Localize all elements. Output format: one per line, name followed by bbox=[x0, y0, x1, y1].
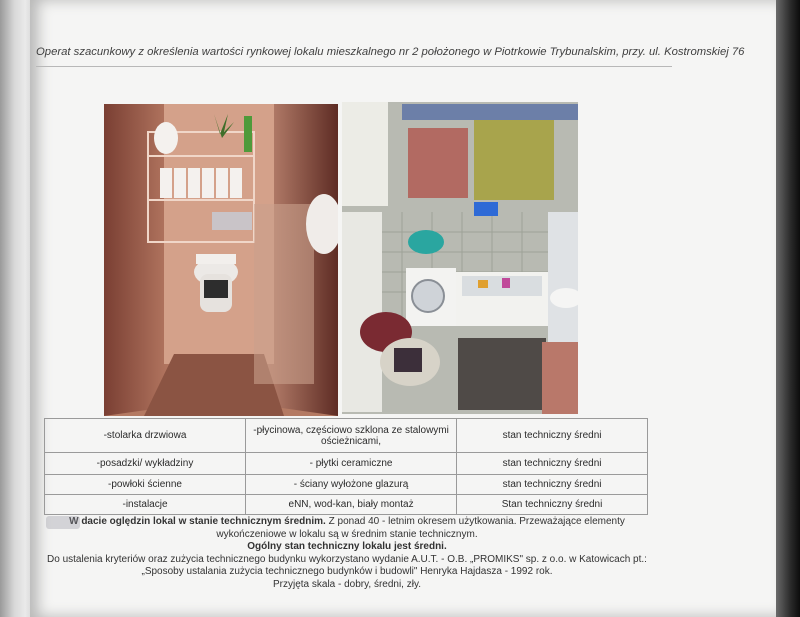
technical-condition-table bbox=[44, 418, 648, 515]
table-row bbox=[45, 475, 648, 495]
table-cell: - ściany wyłożone glazurą bbox=[246, 475, 457, 495]
table-cell: stan techniczny średni bbox=[457, 475, 648, 495]
table-row bbox=[45, 453, 648, 475]
page-header: Operat szacunkowy z określenia wartości rynkowej lokalu mieszkalnego nr 2 położonego w Piotrkowie Trybunalskim, przy. ul. Kostromskiej 76 bbox=[36, 46, 745, 58]
table-cell: - płytki ceramiczne bbox=[246, 453, 457, 475]
scan-smudge bbox=[46, 516, 80, 529]
right-page-edge bbox=[776, 0, 800, 617]
overall-condition: Ogólny stan techniczny lokalu jest średni. bbox=[247, 541, 447, 552]
table-cell: -instalacje bbox=[45, 495, 246, 515]
methodology-note: Do ustalenia kryteriów oraz zużycia technicznego budynku wykorzystano wydanie A.U.T. - O.B. „PROMIKS" sp. z o.o. w Katowicach pt.: „Sposoby ustalania zużycia technicznego budynków i budowli" Henryka Hajdasza - 1992 rok. bbox=[47, 553, 647, 577]
table-row bbox=[45, 419, 648, 453]
condition-summary bbox=[46, 516, 648, 591]
table-cell: eNN, wod-kan, biały montaż bbox=[246, 495, 457, 515]
table-cell: Stan techniczny średni bbox=[457, 495, 648, 515]
table-cell: stan techniczny średni bbox=[457, 419, 648, 453]
header-rule bbox=[36, 66, 672, 67]
bathroom-photo bbox=[342, 102, 578, 414]
table-cell: -powłoki ścienne bbox=[45, 475, 246, 495]
table-cell: stan techniczny średni bbox=[457, 453, 648, 475]
summary-bold-lead: W dacie oględzin lokal w stanie technicznym średnim. bbox=[69, 516, 326, 527]
rating-scale: Przyjęta skala - dobry, średni, zły. bbox=[272, 578, 421, 590]
table-cell: -stolarka drzwiowa bbox=[45, 419, 246, 453]
toilet-photo bbox=[104, 104, 338, 416]
table-cell: -posadzki/ wykładziny bbox=[45, 453, 246, 475]
table-row bbox=[45, 495, 648, 515]
summary-text: Z ponad 40 - letnim okresem użytkowania. Przeważające elementy wykończeniowe w lokalu są w średnim stanie technicznym. bbox=[216, 516, 625, 540]
table-cell: -płycinowa, częściowo szklona ze stalowymi ościeżnicami, bbox=[246, 419, 457, 453]
